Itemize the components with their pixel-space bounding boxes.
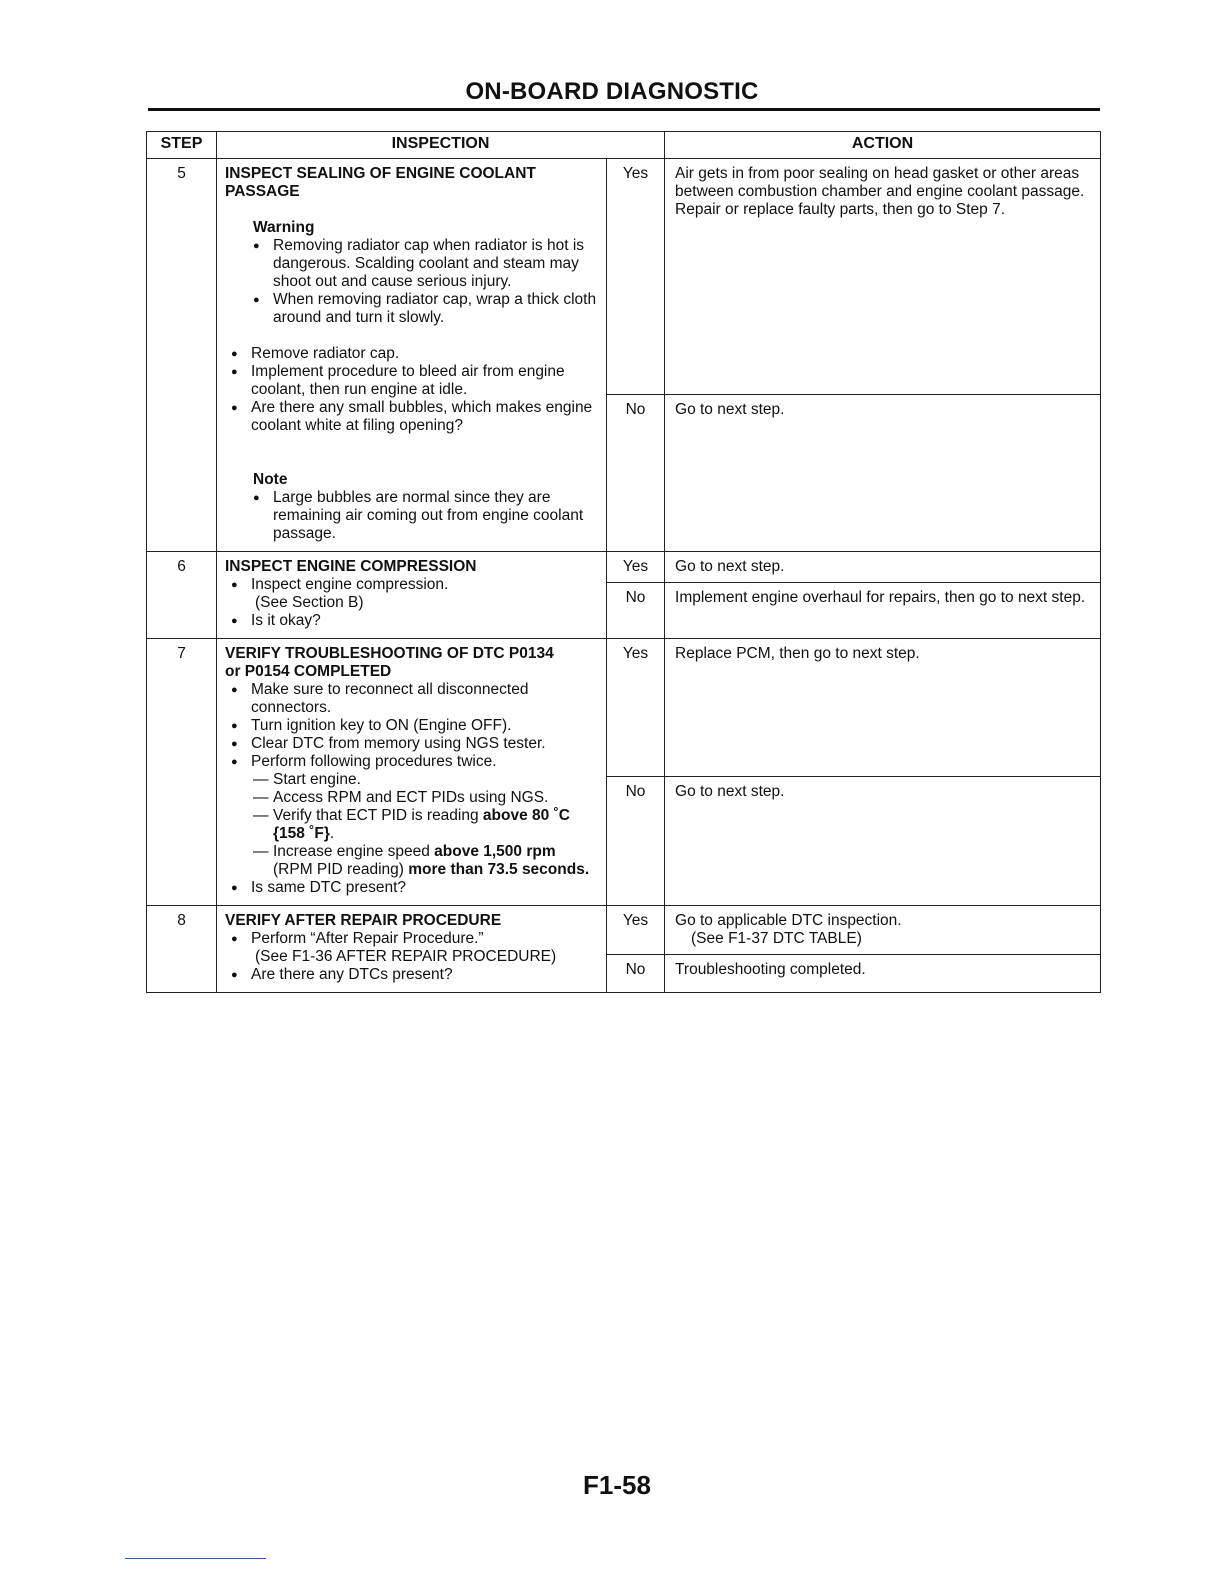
temperature-value: above 80 ˚C {158 ˚F} xyxy=(273,807,570,842)
list-item: ● Make sure to reconnect all disconnected connectors. xyxy=(225,681,598,717)
no-action: Go to next step. xyxy=(665,777,1101,906)
procedure-list xyxy=(225,930,598,948)
diagnostic-table xyxy=(146,131,1101,993)
sub-step xyxy=(253,843,598,879)
page-number: F1-58 xyxy=(583,1470,651,1500)
rpm-value: above 1,500 rpm xyxy=(434,843,556,860)
sub-step-text: (RPM PID reading) xyxy=(273,861,409,878)
step-title-cont: PASSAGE xyxy=(225,183,300,200)
procedure-list xyxy=(225,345,598,435)
no-label: No xyxy=(607,583,665,639)
sub-procedure-list xyxy=(225,771,598,879)
step-number: 5 xyxy=(147,159,217,552)
inspection-cell xyxy=(217,159,607,552)
col-step-header: STEP xyxy=(147,132,217,159)
no-action: Troubleshooting completed. xyxy=(665,955,1101,993)
list-item: ● Are there any small bubbles, which makes engine coolant white at filing opening? xyxy=(225,399,598,435)
warning-label: Warning xyxy=(253,219,315,236)
step-title-cont: or P0154 COMPLETED xyxy=(225,663,392,680)
list-item: ● Large bubbles are normal since they are remaining air coming out from engine coolant passage. xyxy=(225,489,598,543)
action-text: Go to applicable DTC inspection. xyxy=(675,912,902,929)
table-reference: (See F1-37 DTC TABLE) xyxy=(691,930,862,947)
inspection-cell xyxy=(217,552,607,639)
sub-step: — Start engine. xyxy=(253,771,598,789)
list-item: ● Implement procedure to bleed air from engine coolant, then run engine at idle. xyxy=(225,363,598,399)
page-title: ON-BOARD DIAGNOSTIC xyxy=(465,78,759,105)
yes-action: Replace PCM, then go to next step. xyxy=(665,639,1101,777)
footer-link-line xyxy=(125,1558,266,1559)
step-number: 7 xyxy=(147,639,217,906)
inspection-cell xyxy=(217,639,607,906)
action-text: Repair or replace faulty parts, then go to Step 7. xyxy=(675,201,1006,218)
no-label: No xyxy=(607,777,665,906)
table-header-row xyxy=(147,132,1101,159)
action-text: Air gets in from poor sealing on head gasket or other areas between combustion chamber and engine coolant passage. xyxy=(675,165,1085,200)
list-item: ● Perform “After Repair Procedure.” xyxy=(225,930,598,948)
duration-value: more than 73.5 seconds. xyxy=(408,861,590,878)
list-item xyxy=(225,576,598,594)
no-label: No xyxy=(607,395,665,552)
list-item-text: Inspect engine compression. xyxy=(251,576,449,593)
procedure-list xyxy=(225,576,598,594)
sub-step xyxy=(253,807,598,843)
sub-step: — Access RPM and ECT PIDs using NGS. xyxy=(253,789,598,807)
table-row xyxy=(147,159,1101,395)
procedure-list xyxy=(225,966,598,984)
col-inspection-header: INSPECTION xyxy=(217,132,665,159)
note-list xyxy=(225,489,598,543)
note-label: Note xyxy=(253,471,288,488)
yes-action xyxy=(665,159,1101,395)
step-title: INSPECT SEALING OF ENGINE COOLANT xyxy=(225,165,536,182)
no-action: Implement engine overhaul for repairs, then go to next step. xyxy=(665,583,1101,639)
yes-label: Yes xyxy=(607,552,665,583)
yes-action xyxy=(665,906,1101,955)
list-item: ● Is it okay? xyxy=(225,612,598,630)
list-item: ● Is same DTC present? xyxy=(225,879,598,897)
section-reference: (See Section B) xyxy=(255,594,364,611)
sub-step-text: Increase engine speed xyxy=(273,843,435,860)
no-action: Go to next step. xyxy=(665,395,1101,552)
procedure-list xyxy=(225,879,598,897)
yes-label: Yes xyxy=(607,639,665,777)
yes-label: Yes xyxy=(607,906,665,955)
section-reference: (See F1-36 AFTER REPAIR PROCEDURE) xyxy=(255,948,557,965)
procedure-list xyxy=(225,681,598,771)
list-item: ● Turn ignition key to ON (Engine OFF). xyxy=(225,717,598,735)
step-title: VERIFY TROUBLESHOOTING OF DTC P0134 xyxy=(225,645,554,662)
list-item: ● Are there any DTCs present? xyxy=(225,966,598,984)
title-rule xyxy=(148,108,1100,111)
table-row xyxy=(147,552,1101,583)
list-item: ● Clear DTC from memory using NGS tester. xyxy=(225,735,598,753)
step-title: VERIFY AFTER REPAIR PROCEDURE xyxy=(225,912,502,929)
list-item: ● Remove radiator cap. xyxy=(225,345,598,363)
table-row xyxy=(147,639,1101,777)
sub-step-text: Verify that ECT PID is reading xyxy=(273,807,483,824)
warning-list xyxy=(225,237,598,327)
step-number: 6 xyxy=(147,552,217,639)
list-item: ● Perform following procedures twice. xyxy=(225,753,598,771)
yes-label: Yes xyxy=(607,159,665,395)
list-item: ● Removing radiator cap when radiator is hot is dangerous. Scalding coolant and steam may shoot out and cause serious injury. xyxy=(225,237,598,291)
col-action-header: ACTION xyxy=(665,132,1101,159)
sub-step-text: . xyxy=(329,825,335,842)
table-row xyxy=(147,906,1101,955)
procedure-list xyxy=(225,612,598,630)
step-title: INSPECT ENGINE COMPRESSION xyxy=(225,558,477,575)
yes-action: Go to next step. xyxy=(665,552,1101,583)
list-item: ● When removing radiator cap, wrap a thick cloth around and turn it slowly. xyxy=(225,291,598,327)
no-label: No xyxy=(607,955,665,993)
step-number: 8 xyxy=(147,906,217,993)
inspection-cell xyxy=(217,906,607,993)
